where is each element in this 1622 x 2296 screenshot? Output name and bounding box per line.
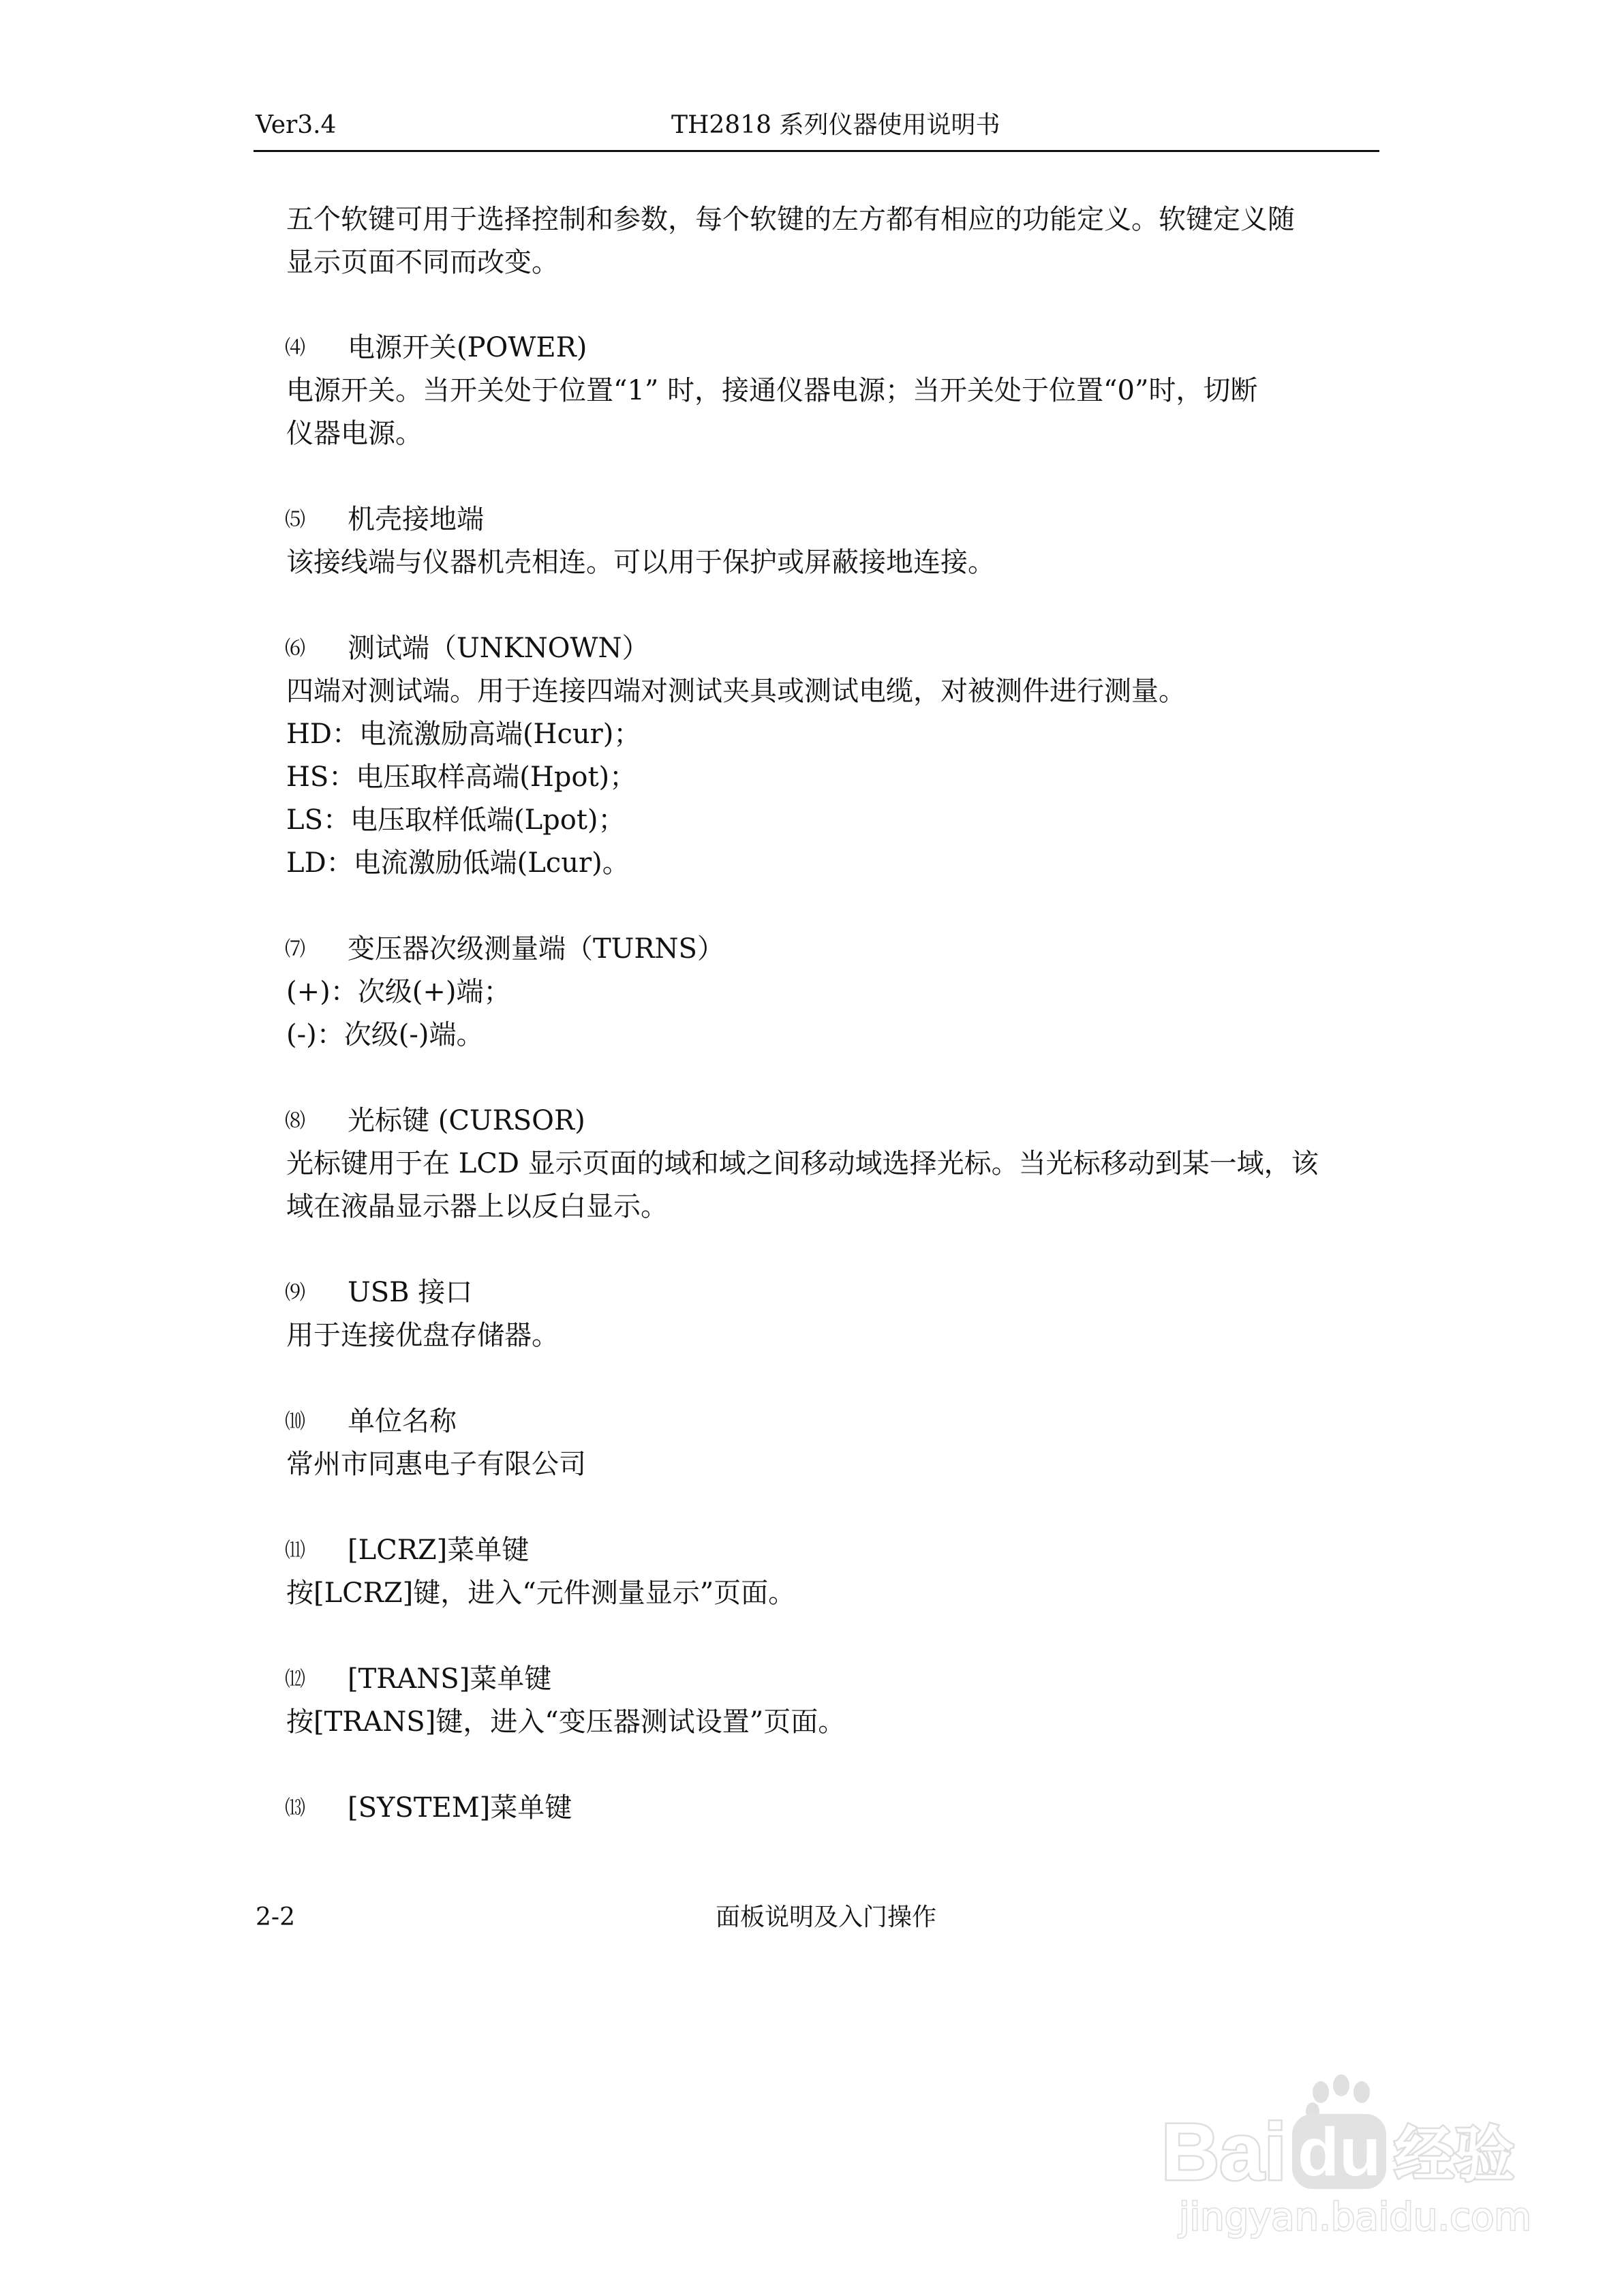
- text-line: 域在液晶显示器上以反白显示。: [286, 1191, 668, 1222]
- text-line: HS：电压取样高端(Hpot)；: [286, 761, 637, 793]
- section-heading: [285, 935, 724, 963]
- section-number: ⑽: [285, 1410, 305, 1434]
- watermark-service: 经验: [1394, 2119, 1515, 2190]
- section-heading: [285, 1537, 529, 1564]
- watermark: [1152, 2069, 1533, 2246]
- section-heading: [285, 1794, 572, 1822]
- text-line: LS：电压取样低端(Lpot)；: [286, 804, 626, 836]
- section-title: 光标键 (CURSOR): [348, 1105, 585, 1136]
- text-line: (+)：次级(+)端；: [286, 976, 511, 1008]
- section-title: USB 接口: [348, 1277, 473, 1308]
- section-title: 变压器次级测量端（TURNS）: [348, 933, 724, 965]
- footer-page-number: 2-2: [256, 1903, 295, 1931]
- text-line: HD：电流激励高端(Hcur)；: [286, 719, 641, 750]
- section-heading: [285, 506, 484, 533]
- text-line: 四端对测试端。用于连接四端对测试夹具或测试电缆，对被测件进行测量。: [286, 676, 1186, 707]
- watermark-brand-du: du: [1298, 2114, 1381, 2190]
- section-heading: [285, 1107, 585, 1134]
- text-line: 该接线端与仪器机壳相连。可以用于保护或屏蔽接地连接。: [286, 547, 995, 578]
- section-number: ⑻: [285, 1109, 305, 1133]
- watermark-brand: Bai: [1161, 2107, 1287, 2197]
- section-title: [SYSTEM]菜单键: [348, 1792, 572, 1824]
- section-title: 测试端（UNKNOWN）: [348, 633, 649, 664]
- text-line: 用于连接优盘存储器。: [286, 1320, 559, 1351]
- section-title: [LCRZ]菜单键: [348, 1535, 530, 1566]
- section-number: ⒀: [285, 1796, 305, 1820]
- text-line: 按[TRANS]键，进入“变压器测试设置”页面。: [286, 1706, 846, 1738]
- footer-chapter: 面板说明及入门操作: [716, 1903, 937, 1931]
- section-heading: [285, 334, 587, 361]
- section-title: [TRANS]菜单键: [348, 1663, 552, 1695]
- section-heading: [285, 635, 649, 662]
- section-heading: [285, 1408, 457, 1435]
- section-number: ⑼: [285, 1281, 305, 1305]
- section-number: ⑷: [285, 336, 305, 360]
- header-version: Ver3.4: [256, 111, 337, 139]
- watermark-graphic: [1152, 2069, 1533, 2246]
- paw-icon: [1306, 2074, 1370, 2120]
- section-number: ⑸: [285, 508, 305, 532]
- section-heading: [285, 1279, 472, 1306]
- text-line: 按[LCRZ]键，进入“元件测量显示”页面。: [286, 1577, 796, 1609]
- watermark-url: jingyan.baidu.com: [1179, 2195, 1531, 2239]
- text-line: 五个软键可用于选择控制和参数，每个软键的左方都有相应的功能定义。软键定义随: [286, 204, 1295, 235]
- text-line: 电源开关。当开关处于位置“1” 时，接通仪器电源；当开关处于位置“0”时，切断: [286, 375, 1258, 406]
- text-line: LD：电流激励低端(Lcur)。: [286, 847, 630, 879]
- section-heading: [285, 1665, 551, 1693]
- text-line: 仪器电源。: [286, 418, 423, 449]
- section-number: ⑹: [285, 637, 305, 661]
- section-title: 单位名称: [348, 1406, 457, 1437]
- section-number: ⑾: [285, 1539, 305, 1562]
- section-number: ⑺: [285, 937, 305, 961]
- text-line: (-)：次级(-)端。: [286, 1019, 484, 1051]
- text-line: 显示页面不同而改变。: [286, 247, 559, 278]
- text-line: 常州市同惠电子有限公司: [286, 1449, 586, 1480]
- section-number: ⑿: [285, 1667, 305, 1691]
- section-title: 机壳接地端: [348, 504, 484, 535]
- header-title: TH2818 系列仪器使用说明书: [671, 111, 1000, 139]
- text-line: 光标键用于在 LCD 显示页面的域和域之间移动域选择光标。当光标移动到某一域，该: [286, 1148, 1319, 1179]
- header-divider: [254, 150, 1379, 152]
- section-title: 电源开关(POWER): [348, 332, 587, 363]
